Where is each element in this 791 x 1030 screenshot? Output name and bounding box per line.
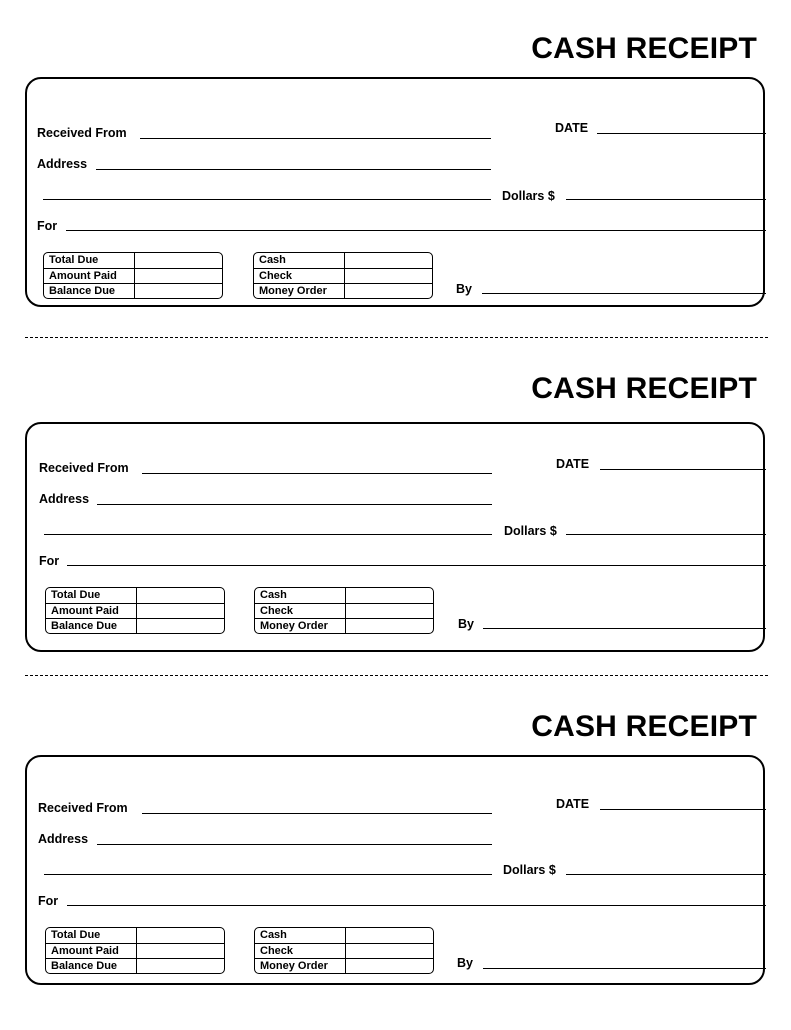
for-label: For <box>38 894 59 908</box>
balance-due-label: Balance Due <box>51 960 118 972</box>
money-order-input[interactable] <box>344 284 432 299</box>
check-label: Check <box>259 270 293 282</box>
amount-paid-label: Amount Paid <box>51 605 119 617</box>
address-field-line-2[interactable] <box>43 199 491 200</box>
address-field[interactable] <box>96 169 491 170</box>
cash-input[interactable] <box>344 253 432 268</box>
check-input[interactable] <box>344 269 432 284</box>
received-from-field[interactable] <box>140 138 491 139</box>
balance-due-input[interactable] <box>136 959 224 974</box>
amount-paid-input[interactable] <box>136 944 224 959</box>
check-input[interactable] <box>345 604 433 619</box>
total-due-input[interactable] <box>134 253 222 268</box>
cash-label: Cash <box>259 254 286 266</box>
cash-row <box>255 928 433 943</box>
check-row <box>255 603 433 619</box>
date-label: DATE <box>556 457 590 471</box>
total-due-label: Total Due <box>51 929 101 941</box>
address-field[interactable] <box>97 504 492 505</box>
money-order-row <box>255 618 433 634</box>
check-row <box>254 268 432 284</box>
address-label: Address <box>37 157 88 171</box>
total-due-row <box>46 588 224 603</box>
date-label: DATE <box>555 121 589 135</box>
by-field[interactable] <box>482 293 766 294</box>
money-order-row <box>255 958 433 974</box>
dollars-label: Dollars $ <box>502 189 555 203</box>
received-from-field[interactable] <box>142 813 492 814</box>
for-label: For <box>39 554 60 568</box>
total-due-input[interactable] <box>136 928 224 943</box>
totals-table <box>43 252 223 299</box>
cash-label: Cash <box>260 589 287 601</box>
for-field[interactable] <box>67 905 766 906</box>
payment-method-table <box>253 252 433 299</box>
address-field-line-2[interactable] <box>44 534 492 535</box>
address-label: Address <box>38 832 89 846</box>
dollars-label: Dollars $ <box>503 863 556 877</box>
address-field[interactable] <box>97 844 492 845</box>
balance-due-input[interactable] <box>136 619 224 634</box>
cash-receipt-1 <box>0 32 791 352</box>
check-label: Check <box>260 605 294 617</box>
total-due-row <box>44 253 222 268</box>
dollars-field[interactable] <box>566 874 766 875</box>
date-field[interactable] <box>597 133 766 134</box>
date-field[interactable] <box>600 809 766 810</box>
dollars-field[interactable] <box>566 534 766 535</box>
cash-input[interactable] <box>345 588 433 603</box>
cash-receipt-3 <box>0 710 791 1030</box>
total-due-label: Total Due <box>49 254 99 266</box>
by-field[interactable] <box>483 968 766 969</box>
receipt-title: CASH RECEIPT <box>531 710 757 743</box>
total-due-label: Total Due <box>51 589 101 601</box>
address-label: Address <box>39 492 90 506</box>
totals-table <box>45 587 225 634</box>
received-from-label: Received From <box>37 126 127 140</box>
address-field-line-2[interactable] <box>44 874 492 875</box>
cut-line <box>25 337 768 338</box>
money-order-label: Money Order <box>259 285 327 297</box>
by-field[interactable] <box>483 628 766 629</box>
amount-paid-label: Amount Paid <box>51 945 119 957</box>
amount-paid-row <box>46 603 224 619</box>
balance-due-label: Balance Due <box>49 285 116 297</box>
payment-method-table <box>254 587 434 634</box>
total-due-input[interactable] <box>136 588 224 603</box>
cash-input[interactable] <box>345 928 433 943</box>
dollars-label: Dollars $ <box>504 524 557 538</box>
balance-due-input[interactable] <box>134 284 222 299</box>
balance-due-label: Balance Due <box>51 620 118 632</box>
money-order-row <box>254 283 432 299</box>
payment-method-table <box>254 927 434 974</box>
total-due-row <box>46 928 224 943</box>
totals-table <box>45 927 225 974</box>
amount-paid-label: Amount Paid <box>49 270 117 282</box>
cash-label: Cash <box>260 929 287 941</box>
money-order-input[interactable] <box>345 619 433 634</box>
cash-row <box>255 588 433 603</box>
cash-receipt-2 <box>0 372 791 692</box>
received-from-label: Received From <box>38 801 128 815</box>
cash-row <box>254 253 432 268</box>
for-field[interactable] <box>66 230 766 231</box>
by-label: By <box>457 956 473 970</box>
dollars-field[interactable] <box>566 199 766 200</box>
balance-due-row <box>46 958 224 974</box>
balance-due-row <box>44 283 222 299</box>
cut-line <box>25 675 768 676</box>
for-field[interactable] <box>67 565 766 566</box>
check-input[interactable] <box>345 944 433 959</box>
amount-paid-row <box>44 268 222 284</box>
by-label: By <box>458 617 474 631</box>
receipt-title: CASH RECEIPT <box>531 32 757 65</box>
money-order-label: Money Order <box>260 620 328 632</box>
amount-paid-input[interactable] <box>134 269 222 284</box>
for-label: For <box>37 219 58 233</box>
receipt-title: CASH RECEIPT <box>531 372 757 405</box>
received-from-label: Received From <box>39 461 129 475</box>
date-label: DATE <box>556 797 590 811</box>
amount-paid-input[interactable] <box>136 604 224 619</box>
date-field[interactable] <box>600 469 766 470</box>
check-row <box>255 943 433 959</box>
money-order-label: Money Order <box>260 960 328 972</box>
received-from-field[interactable] <box>142 473 492 474</box>
money-order-input[interactable] <box>345 959 433 974</box>
check-label: Check <box>260 945 294 957</box>
by-label: By <box>456 282 472 296</box>
balance-due-row <box>46 618 224 634</box>
amount-paid-row <box>46 943 224 959</box>
